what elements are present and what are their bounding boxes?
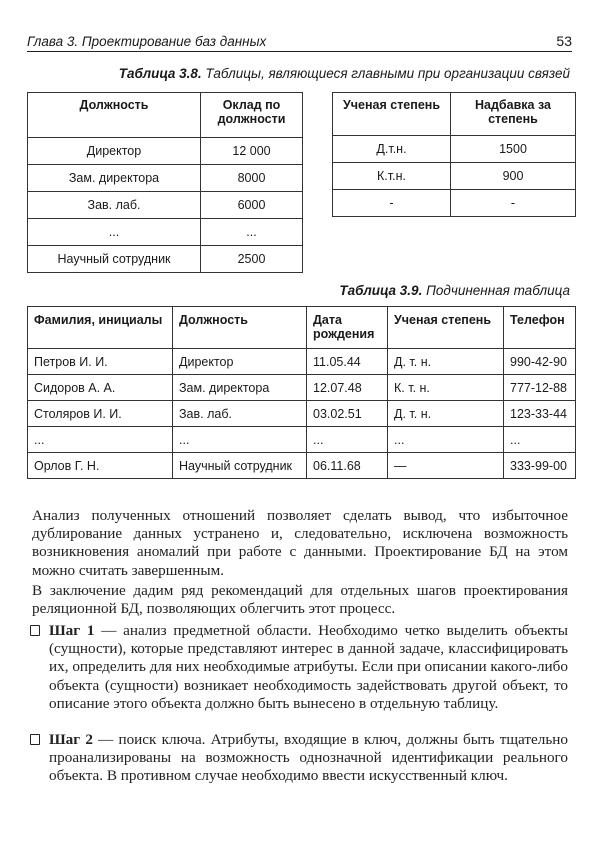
caption-label: Таблица 3.8. — [118, 66, 202, 81]
step-text: — анализ предметной области. Необходимо четко выделить объекты (сущности), которые представляют интерес в данной задаче, классифицировать их, определить для них необходимые атрибуты. Если при описании какого-либо объекта (сущности) возникает необходимость задействовать другой объект, то описание этого объекта должно быть вынесено в отдельную таблицу. — [49, 622, 568, 712]
table-cell: 11.05.44 — [307, 349, 388, 375]
step-label: Шаг 2 — [49, 731, 93, 748]
table-row — [28, 401, 576, 427]
table-cell: Д. т. н. — [388, 401, 504, 427]
table-cell: 990-42-90 — [504, 349, 576, 375]
table-cell: - — [451, 190, 576, 217]
column-header: Телефон — [504, 307, 576, 349]
column-header: Ученая степень — [333, 93, 451, 136]
subordinate-table — [27, 306, 576, 479]
table-cell: Научный сотрудник — [28, 246, 201, 273]
column-header: Оклад по должности — [201, 93, 303, 138]
checkbox-bullet-icon — [30, 734, 40, 745]
step-2-item — [30, 731, 568, 786]
table-3-8-caption — [119, 66, 570, 81]
table-cell: ... — [307, 427, 388, 453]
table-row — [333, 163, 576, 190]
table-cell: 06.11.68 — [307, 453, 388, 479]
table-row — [28, 453, 576, 479]
table-cell: ... — [201, 219, 303, 246]
table-cell: Сидоров А. А. — [28, 375, 173, 401]
page-number: 53 — [556, 33, 572, 49]
table-cell: ... — [504, 427, 576, 453]
degrees-table — [332, 92, 576, 217]
table-row — [28, 427, 576, 453]
table-cell: 777-12-88 — [504, 375, 576, 401]
table-cell: ... — [173, 427, 307, 453]
column-header: Фамилия, инициалы — [28, 307, 173, 349]
paragraph-recommendations: В заключение дадим ряд рекомендаций для отдельных шагов проектирования реляционной БД, позволяющих облегчить этот процесс. — [32, 582, 568, 618]
table-cell: — — [388, 453, 504, 479]
table-cell: ... — [28, 219, 201, 246]
paragraph-analysis: Анализ полученных отношений позволяет сделать вывод, что избыточное дублирование данных устранено и, следовательно, исключена возможность возникновения аномалий при работе с данными. Проектирование БД на этом можно считать завершенным. — [32, 507, 568, 579]
table-row — [28, 349, 576, 375]
table-cell: Зав. лаб. — [173, 401, 307, 427]
table-3-9-caption — [339, 283, 570, 298]
table-cell: 8000 — [201, 165, 303, 192]
table-cell: ... — [388, 427, 504, 453]
step-text: — поиск ключа. Атрибуты, входящие в ключ, должны быть тщательно проанализированы на возможность однозначной идентификации реального объекта. В противном случае необходимо ввести искусственный ключ. — [49, 731, 569, 785]
checkbox-bullet-icon — [30, 625, 40, 636]
table-cell: Петров И. И. — [28, 349, 173, 375]
caption-text: Подчиненная таблица — [422, 283, 570, 298]
positions-table — [27, 92, 303, 273]
table-cell: 123-33-44 — [504, 401, 576, 427]
column-header: Ученая степень — [388, 307, 504, 349]
table-row — [28, 138, 303, 165]
column-header: Должность — [28, 93, 201, 138]
table-row — [28, 165, 303, 192]
caption-label: Таблица 3.9. — [339, 283, 423, 298]
table-cell: К. т. н. — [388, 375, 504, 401]
table-cell: ... — [28, 427, 173, 453]
table-cell: 03.02.51 — [307, 401, 388, 427]
step-label: Шаг 1 — [49, 622, 95, 639]
table-header-row — [28, 307, 576, 349]
table-cell: 12 000 — [201, 138, 303, 165]
table-row — [333, 136, 576, 163]
table-row — [28, 219, 303, 246]
table-cell: Д. т. н. — [388, 349, 504, 375]
table-header-row — [333, 93, 576, 136]
table-row — [28, 246, 303, 273]
table-cell: Зам. директора — [173, 375, 307, 401]
table-row — [28, 192, 303, 219]
table-cell: Столяров И. И. — [28, 401, 173, 427]
step-1-item — [30, 622, 568, 713]
table-cell: 1500 — [451, 136, 576, 163]
running-head — [27, 33, 572, 52]
table-cell: 2500 — [201, 246, 303, 273]
table-cell: Д.т.н. — [333, 136, 451, 163]
column-header: Должность — [173, 307, 307, 349]
chapter-title: Глава 3. Проектирование баз данных — [27, 34, 267, 49]
table-cell: Директор — [173, 349, 307, 375]
table-row — [333, 190, 576, 217]
table-cell: Зам. директора — [28, 165, 201, 192]
table-cell: 6000 — [201, 192, 303, 219]
table-cell: Зав. лаб. — [28, 192, 201, 219]
caption-text: Таблицы, являющиеся главными при организации связей — [201, 66, 570, 81]
table-cell: Научный сотрудник — [173, 453, 307, 479]
table-cell: Директор — [28, 138, 201, 165]
table-cell: Орлов Г. Н. — [28, 453, 173, 479]
table-row — [28, 375, 576, 401]
table-cell: 333-99-00 — [504, 453, 576, 479]
table-cell: - — [333, 190, 451, 217]
table-cell: К.т.н. — [333, 163, 451, 190]
column-header: Надбавка за степень — [451, 93, 576, 136]
table-cell: 900 — [451, 163, 576, 190]
column-header: Дата рождения — [307, 307, 388, 349]
table-header-row — [28, 93, 303, 138]
table-cell: 12.07.48 — [307, 375, 388, 401]
